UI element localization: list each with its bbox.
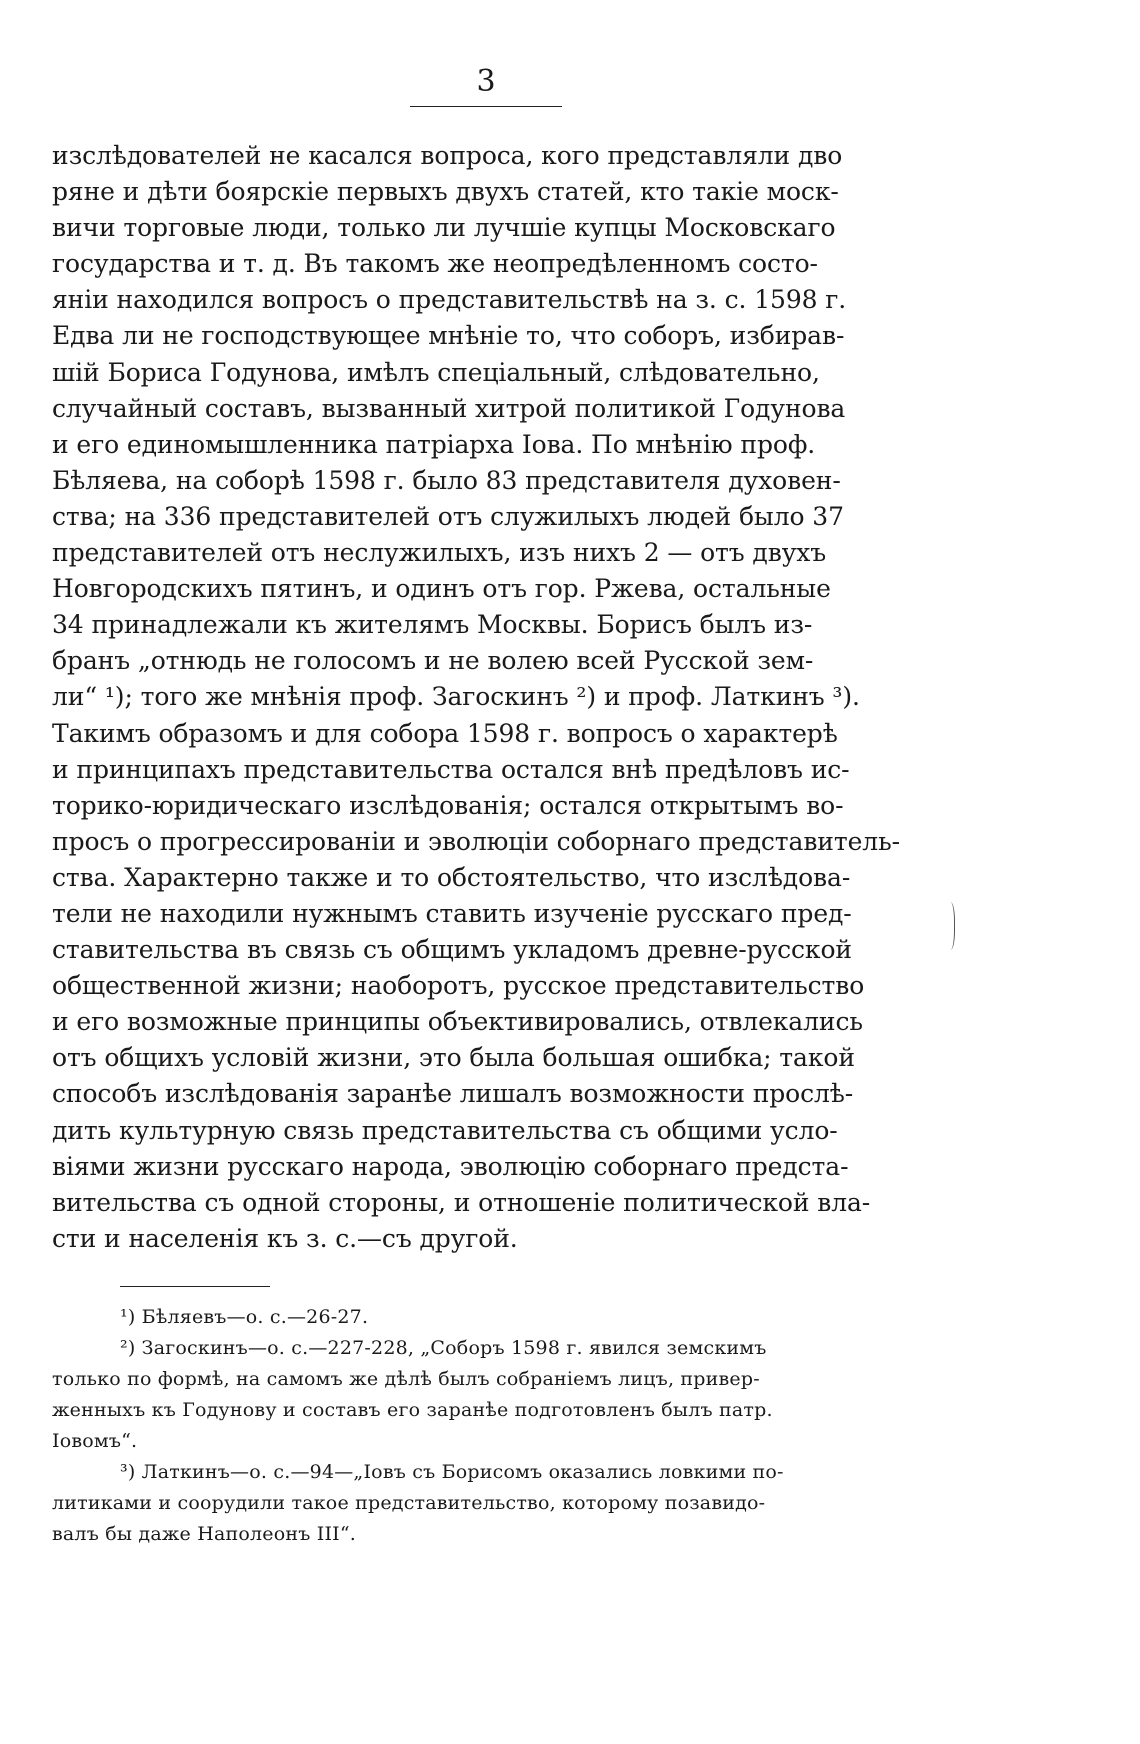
body-line: случайный составъ, вызванный хитрой политикой Годунова [52, 393, 846, 423]
footnote-line: Іовомъ“. [52, 1430, 138, 1452]
body-line: вительства съ одной стороны, и отношеніе политической вла- [52, 1187, 871, 1217]
body-line: и его возможные принципы объективировались, отвлекались [52, 1007, 863, 1037]
body-text [52, 138, 914, 1257]
footnote-line: ³) Латкинъ—о. с.—94—„Іовъ съ Борисомъ оказались ловкими по- [120, 1461, 784, 1483]
body-line: вичи торговые люди, только ли лучшіе купцы Московскаго [52, 213, 836, 243]
body-line: бранъ „отнюдь не голосомъ и не волею всей Русской зем- [52, 646, 814, 676]
body-line: Такимъ образомъ и для собора 1598 г. вопросъ о характерѣ [52, 718, 838, 748]
body-line: Едва ли не господствующее мнѣніе то, что соборъ, избирав- [52, 321, 845, 351]
body-line: тели не находили нужнымъ ставить изученіе русскаго пред- [52, 898, 852, 928]
body-line: віями жизни русскаго народа, эволюцію соборнаго предста- [52, 1151, 849, 1181]
footnote-line: ¹) Бѣляевъ—о. с.—26-27. [120, 1306, 369, 1328]
margin-bracket-mark [944, 902, 955, 950]
body-line: отъ общихъ условій жизни, это была большая ошибка; такой [52, 1043, 855, 1073]
body-line: ства; на 336 представителей отъ служилыхъ людей было 37 [52, 501, 844, 531]
header-rule [410, 106, 562, 107]
body-line: шій Бориса Годунова, имѣлъ спеціальный, слѣдовательно, [52, 357, 820, 387]
footnote-line: литиками и соорудили такое представительство, которому позавидо- [52, 1492, 766, 1514]
body-line: и принципахъ представительства остался внѣ предѣловъ ис- [52, 754, 850, 784]
page-number: 3 [476, 64, 496, 99]
body-line: дить культурную связь представительства съ общими усло- [52, 1115, 838, 1145]
footnote-line: ²) Загоскинъ—о. с.—227-228, „Соборъ 1598 г. явился земскимъ [120, 1337, 767, 1359]
footnote-line: валъ бы даже Наполеонъ III“. [52, 1523, 357, 1545]
body-line: просъ о прогрессированіи и эволюціи соборнаго представитель- [52, 826, 900, 856]
body-line: сти и населенія къ з. с.—съ другой. [52, 1223, 518, 1253]
body-line: общественной жизни; наоборотъ, русское представительство [52, 971, 865, 1001]
footnote-rule [120, 1286, 270, 1287]
footnotes [52, 1302, 914, 1550]
body-line: яніи находился вопросъ о представительствѣ на з. с. 1598 г. [52, 285, 847, 315]
body-line: 34 принадлежали къ жителямъ Москвы. Борисъ былъ из- [52, 610, 813, 640]
body-line: ставительства въ связь съ общимъ укладомъ древне-русской [52, 935, 852, 965]
body-line: ли“ ¹); того же мнѣнія проф. Загоскинъ ²) и проф. Латкинъ ³). [52, 682, 860, 712]
body-line: способъ изслѣдованія заранѣе лишалъ возможности прослѣ- [52, 1079, 854, 1109]
body-line: торико-юридическаго изслѣдованія; остался открытымъ во- [52, 790, 844, 820]
footnote-line: женныхъ къ Годунову и составъ его заранѣе подготовленъ былъ патр. [52, 1399, 773, 1421]
body-line: Новгородскихъ пятинъ, и одинъ отъ гор. Ржева, остальные [52, 574, 831, 604]
body-line: представителей отъ неслужилыхъ, изъ нихъ 2 — отъ двухъ [52, 538, 827, 568]
body-line: и его единомышленника патріарха Іова. По мнѣнію проф. [52, 429, 816, 459]
footnote-line: только по формѣ, на самомъ же дѣлѣ былъ собраніемъ лицъ, привер- [52, 1368, 760, 1390]
body-line: ряне и дѣти боярскіе первыхъ двухъ статей, кто такіе моск- [52, 177, 839, 207]
body-line: ства. Характерно также и то обстоятельство, что изслѣдова- [52, 862, 851, 892]
body-line: государства и т. д. Въ такомъ же неопредѣленномъ состо- [52, 249, 818, 279]
body-line: Бѣляева, на соборѣ 1598 г. было 83 представителя духовен- [52, 465, 841, 495]
body-line: изслѣдователей не касался вопроса, кого представляли дво [52, 141, 843, 170]
